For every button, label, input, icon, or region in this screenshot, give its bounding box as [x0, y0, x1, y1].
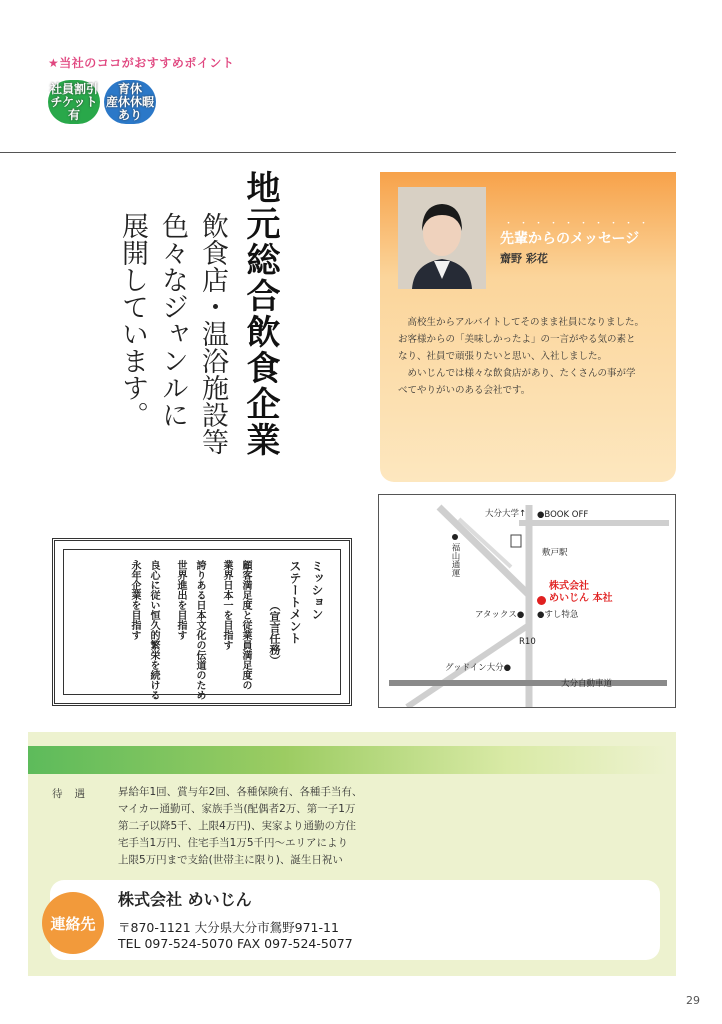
treatment-text: 昇給年1回、賞与年2回、各種保険有、各種手当有、 マイカー通勤可、家族手当(配偶者2万、第一子1万 第二子以降5千、上限4万円)、実家より通勤の方住 宅手当1万円、住宅手当1万5千円～エリアにより 上限5万円まで支給(世帯主に限り)、誕生日祝い [118, 786, 363, 866]
treatment-label: 待遇 [52, 788, 97, 800]
headline-sub: 飲食店・温浴施設等 色々なジャンルに 展開しています。 [117, 212, 228, 455]
employee-photo [398, 187, 486, 289]
mission-title-1: ミッション [310, 560, 324, 620]
mission-line: 顧客満足度と従業員満足度の [240, 560, 251, 690]
company-phone: TEL 097-524-5070 FAX 097-524-5077 [118, 936, 353, 951]
company-address: 〒870-1121 大分県大分市鴛野971-11 [118, 920, 339, 935]
map-label-goodinn: グッドイン大分● [445, 663, 512, 673]
mission-text [125, 560, 328, 700]
map-label-expressway: 大分自動車道 [561, 679, 613, 689]
map-label-oita-univ: 大分大学↑ [485, 509, 527, 519]
message-body: 高校生からアルバイトしてそのまま社員になりました。 お客様からの「美味しかったよ」の一言がやる気の素と なり、社員で頑張りたいと思い、入社しました。 めいじんでは様々な飲食店があり、たくさんの事が学 べてやりがいのある会社です。 [398, 317, 644, 396]
employee-discount-badge: 社員割引 チケット有 [48, 80, 100, 124]
page-number: 29 [686, 994, 700, 1007]
mission-title-2: ステートメント [288, 560, 302, 644]
map-label-hq: 株式会社 めいじん 本社 [549, 581, 613, 604]
mission-line: 業界日本一を目指す [221, 560, 232, 650]
mission-line: 永年企業を目指す [129, 560, 140, 640]
employee-name: 齋野 彩花 [500, 252, 548, 265]
mission-note: （宣言任務） [268, 600, 281, 666]
map-roads [379, 495, 675, 707]
map-label-attax: アタックス● [475, 610, 525, 620]
map-label-bookoff: ●BOOK OFF [537, 510, 589, 520]
map-label-r10: R10 [519, 637, 536, 647]
mission-line: 良心に従い恒久的繁栄を続ける [148, 560, 159, 700]
header-divider [0, 152, 676, 153]
mission-line: 誇りある日本文化の伝道のため [194, 560, 205, 700]
recommend-tagline: ★当社のココがおすすめポイント [48, 56, 235, 70]
hq-marker-icon [537, 596, 546, 605]
contact-label: 連絡先 [42, 892, 104, 954]
mission-inner-border [63, 549, 341, 700]
parental-leave-badge: 育休 産休休暇 あり [104, 80, 156, 124]
mission-line: 世界進出を目指す [175, 560, 186, 640]
headline-main: 地元総合飲食企業 [240, 170, 280, 458]
map-label-sushi: ●すし特急 [537, 610, 579, 620]
mission-frame [52, 538, 352, 706]
company-name: 株式会社 めいじん [118, 890, 252, 909]
decorative-stripe [28, 746, 668, 774]
message-title: 先輩からのメッセージ [500, 231, 640, 247]
map-label-station: 敷戸駅 [542, 548, 568, 558]
title-dots: ・・・・・・・・・・ [504, 219, 655, 229]
map-label-fukuyama: 福山通運 [450, 543, 460, 577]
access-map [378, 494, 676, 708]
